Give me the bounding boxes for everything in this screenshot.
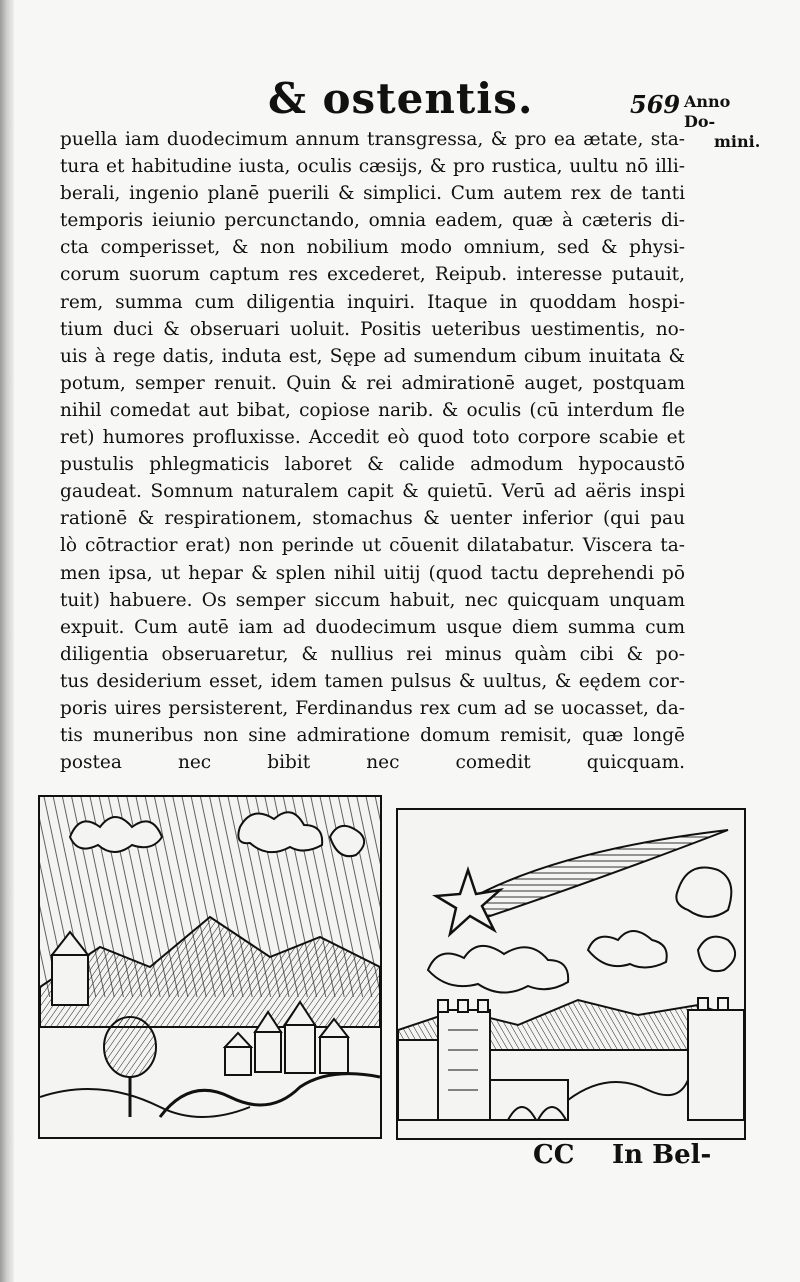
- margin-note-line-2: mini.: [714, 132, 761, 151]
- text-line: tus desiderium esset, idem tamen pulsus & uultus, & eędem cor-: [60, 670, 685, 692]
- binding-edge: [0, 0, 14, 1282]
- text-line: cta comperisset, & non nobilium modo omnium, sed & physi-: [60, 237, 685, 259]
- text-line: temporis ieiunio percunctando, omnia eadem, quæ à cæteris di-: [60, 210, 685, 232]
- text-line: puella iam duodecimum annum transgressa, & pro ea ætate, sta-: [60, 129, 685, 150]
- text-line: diligentia obseruaretur, & nullius rei minus quàm cibi & po-: [60, 643, 685, 665]
- margin-note-line-1: Anno Do-: [684, 92, 731, 131]
- catchword: In Bel-: [612, 1140, 712, 1170]
- signature-mark: CC: [533, 1140, 575, 1170]
- text-line: ret) humores profluxisse. Accedit eò quod toto corpore scabie et: [60, 427, 685, 449]
- text-line: rem, summa cum diligentia inquiri. Itaque in quoddam hospi-: [60, 291, 685, 313]
- text-line: tium duci & obseruari uoluit. Positis ueteribus uestimentis, no-: [60, 318, 685, 340]
- text-line: pustulis phlegmaticis laboret & calide admodum hypocaustō: [60, 454, 685, 476]
- text-line: poris uires persisterent, Ferdinandus rex cum ad se uocasset, da-: [60, 697, 685, 719]
- text-line: rationē & respirationem, stomachus & uenter inferior (qui pau: [60, 508, 685, 530]
- woodcut-storm-illustration: [38, 795, 382, 1139]
- body-text: [60, 126, 685, 776]
- text-line: men ipsa, ut hepar & splen nihil uitij (quod tactu deprehendi pō: [60, 562, 685, 584]
- text-line: nihil comedat aut bibat, copiose narib. & oculis (cū interdum fle: [60, 399, 685, 421]
- margin-note: [684, 92, 764, 152]
- text-line: gaudeat. Somnum naturalem capit & quietū. Verū ad aëris inspi: [60, 481, 685, 503]
- text-line: tuit) habuere. Os semper siccum habuit, nec quicquam unquam: [60, 589, 685, 611]
- text-line: tura et habitudine iusta, oculis cæsijs, & pro rustica, uultu nō illi-: [60, 156, 685, 178]
- text-line: uis à rege datis, induta est, Sępe ad sumendum cibum inuitata &: [60, 345, 685, 367]
- text-line: tis muneribus non sine admiratione domum remisit, quæ longē: [60, 725, 685, 747]
- woodcut-comet-illustration: [396, 808, 746, 1140]
- page-number: 569: [630, 90, 681, 119]
- running-title: & ostentis.: [268, 74, 534, 123]
- text-line: postea nec bibit nec comedit quicquam.: [60, 752, 685, 774]
- text-line: potum, semper renuit. Quin & rei admirationē auget, postquam: [60, 372, 685, 394]
- text-line: berali, ingenio planē puerili & simplici. Cum autem rex de tanti: [60, 183, 685, 205]
- text-line: expuit. Cum autē iam ad duodecimum usque diem summa cum: [60, 616, 685, 638]
- text-line: lò cōtractior erat) non perinde ut cōuenit dilatabatur. Viscera ta-: [60, 535, 685, 557]
- text-line: corum suorum captum res excederet, Reipub. interesse putauit,: [60, 264, 685, 286]
